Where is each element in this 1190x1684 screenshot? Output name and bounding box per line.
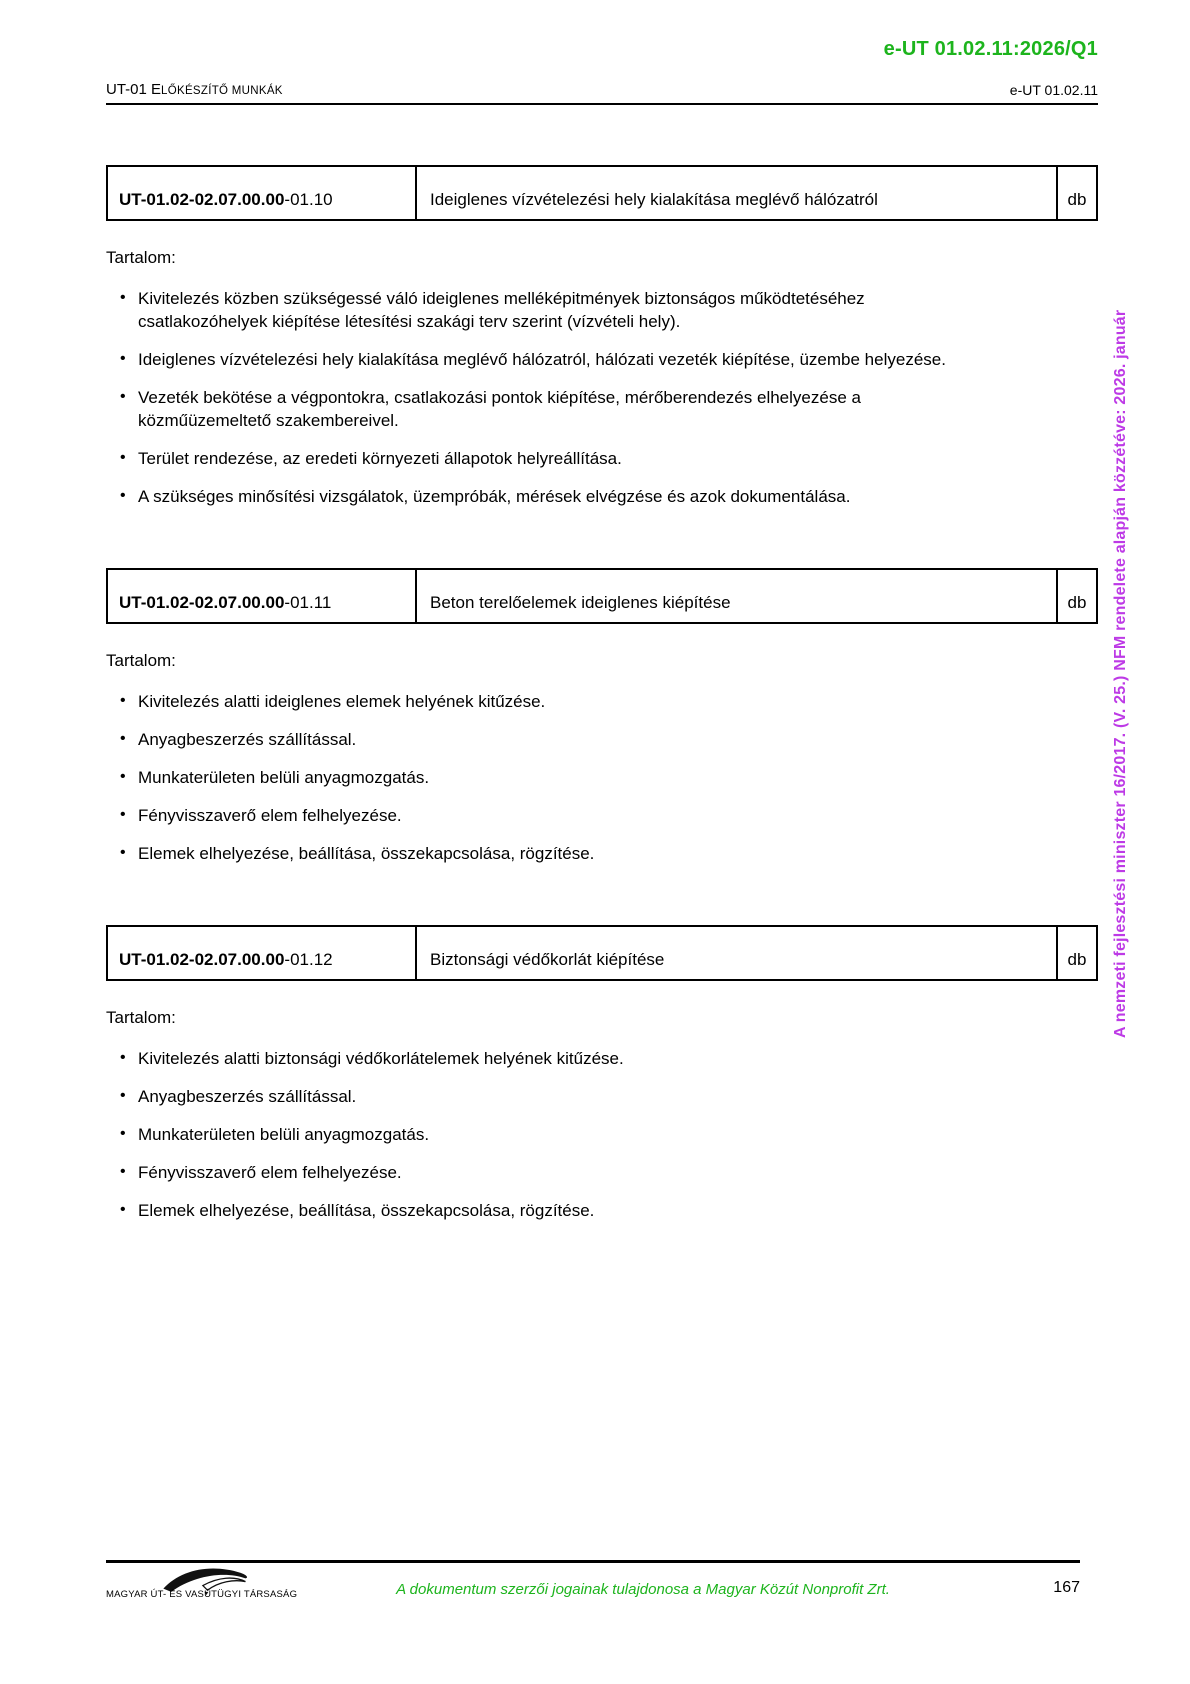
spec-unit-cell: db <box>1067 950 1087 969</box>
spec-code-bold: UT-01.02-02.07.00.00 <box>119 190 285 209</box>
bullet-item: • Ideiglenes vízvételezési hely kialakítása meglévő hálózatról, hálózati vezeték kiépítése, üzembe helyezése. <box>138 348 998 371</box>
bullet-item: • Elemek elhelyezése, beállítása, összekapcsolása, rögzítése. <box>138 1199 998 1222</box>
running-header-doc-id: e-UT 01.02.11 <box>1009 82 1098 98</box>
content-label: Tartalom: <box>106 651 176 670</box>
page-content <box>106 0 1098 1237</box>
side-note-publication: A nemzeti fejlesztési miniszter 16/2017. (V. 25.) NFM rendelete alapján közzétéve: 2026. január <box>1112 309 1129 1038</box>
bullet-item: • Terület rendezése, az eredeti környezeti állapotok helyreállítása. <box>138 447 998 470</box>
spec-table <box>106 568 1098 624</box>
spec-unit-cell: db <box>1067 593 1087 612</box>
content-bullet-list <box>106 690 1098 865</box>
spec-title-cell: Biztonsági védőkorlát kiépítése <box>417 927 1058 979</box>
bullet-item: • Vezeték bekötése a végpontokra, csatlakozási pontok kiépítése, mérőberendezés elhelyezése a közműüzemeltető szakembereivel. <box>138 386 998 432</box>
spec-title-cell: Beton terelőelemek ideiglenes kiépítése <box>417 570 1058 622</box>
spec-code-cell <box>108 927 417 979</box>
running-header-section-smallcaps: LŐKÉSZÍTŐ MUNKÁK <box>161 85 283 97</box>
spec-code-cell <box>108 570 417 622</box>
bullet-item: • Anyagbeszerzés szállítással. <box>138 1085 998 1108</box>
mut-logo <box>106 1563 316 1615</box>
bullet-item: • Fényvisszaverő elem felhelyezése. <box>138 1161 998 1184</box>
spec-code-bold: UT-01.02-02.07.00.00 <box>119 593 285 612</box>
page-footer <box>106 1560 1080 1615</box>
bullet-item: • Anyagbeszerzés szállítással. <box>138 728 998 751</box>
running-header-section-prefix: UT-01 E <box>106 81 162 98</box>
bullet-item: • A szükséges minősítési vizsgálatok, üzempróbák, mérések elvégzése és azok dokumentálása. <box>138 485 998 508</box>
bullet-item: • Kivitelezés alatti biztonsági védőkorlátelemek helyének kitűzése. <box>138 1047 998 1070</box>
spec-unit-cell: db <box>1067 190 1087 209</box>
spec-section <box>106 925 1098 1222</box>
document-id-title: e-UT 01.02.11:2026/Q1 <box>883 38 1098 60</box>
bullet-item: • Fényvisszaverő elem felhelyezése. <box>138 804 998 827</box>
spec-code-suffix: -01.12 <box>284 950 333 969</box>
content-label: Tartalom: <box>106 248 176 267</box>
running-header <box>106 81 1098 105</box>
running-header-section <box>106 81 283 98</box>
footer-row <box>106 1563 1080 1615</box>
spec-table <box>106 165 1098 221</box>
page-number: 167 <box>1053 1579 1080 1596</box>
content-bullet-list <box>106 1047 1098 1222</box>
spec-table <box>106 925 1098 981</box>
bullet-item: • Kivitelezés közben szükségessé váló ideiglenes melléképitmények biztonságos működtetéséhez csatlakozóhelyek kiépítése létesítési szakági terv szerint (vízvételi hely). <box>138 287 998 333</box>
content-label: Tartalom: <box>106 1008 176 1027</box>
spec-section <box>106 165 1098 508</box>
spec-section <box>106 568 1098 865</box>
spec-code-suffix: -01.10 <box>284 190 333 209</box>
content-bullet-list <box>106 287 1098 508</box>
spec-code-suffix: -01.11 <box>284 593 332 612</box>
bullet-item: • Munkaterületen belüli anyagmozgatás. <box>138 1123 998 1146</box>
bullet-item: • Kivitelezés alatti ideiglenes elemek helyének kitűzése. <box>138 690 998 713</box>
mut-logo-text: MAGYAR ÚT- ÉS VASÚTÜGYI TÁRSASÁG <box>106 1589 298 1600</box>
spec-code-bold: UT-01.02-02.07.00.00 <box>119 950 285 969</box>
copyright-notice: A dokumentum szerzői jogainak tulajdonosa a Magyar Közút Nonprofit Zrt. <box>396 1581 890 1598</box>
bullet-item: • Elemek elhelyezése, beállítása, összekapcsolása, rögzítése. <box>138 842 998 865</box>
bullet-item: • Munkaterületen belüli anyagmozgatás. <box>138 766 998 789</box>
spec-title-cell: Ideiglenes vízvételezési hely kialakítása meglévő hálózatról <box>417 167 1058 219</box>
spec-code-cell <box>108 167 417 219</box>
